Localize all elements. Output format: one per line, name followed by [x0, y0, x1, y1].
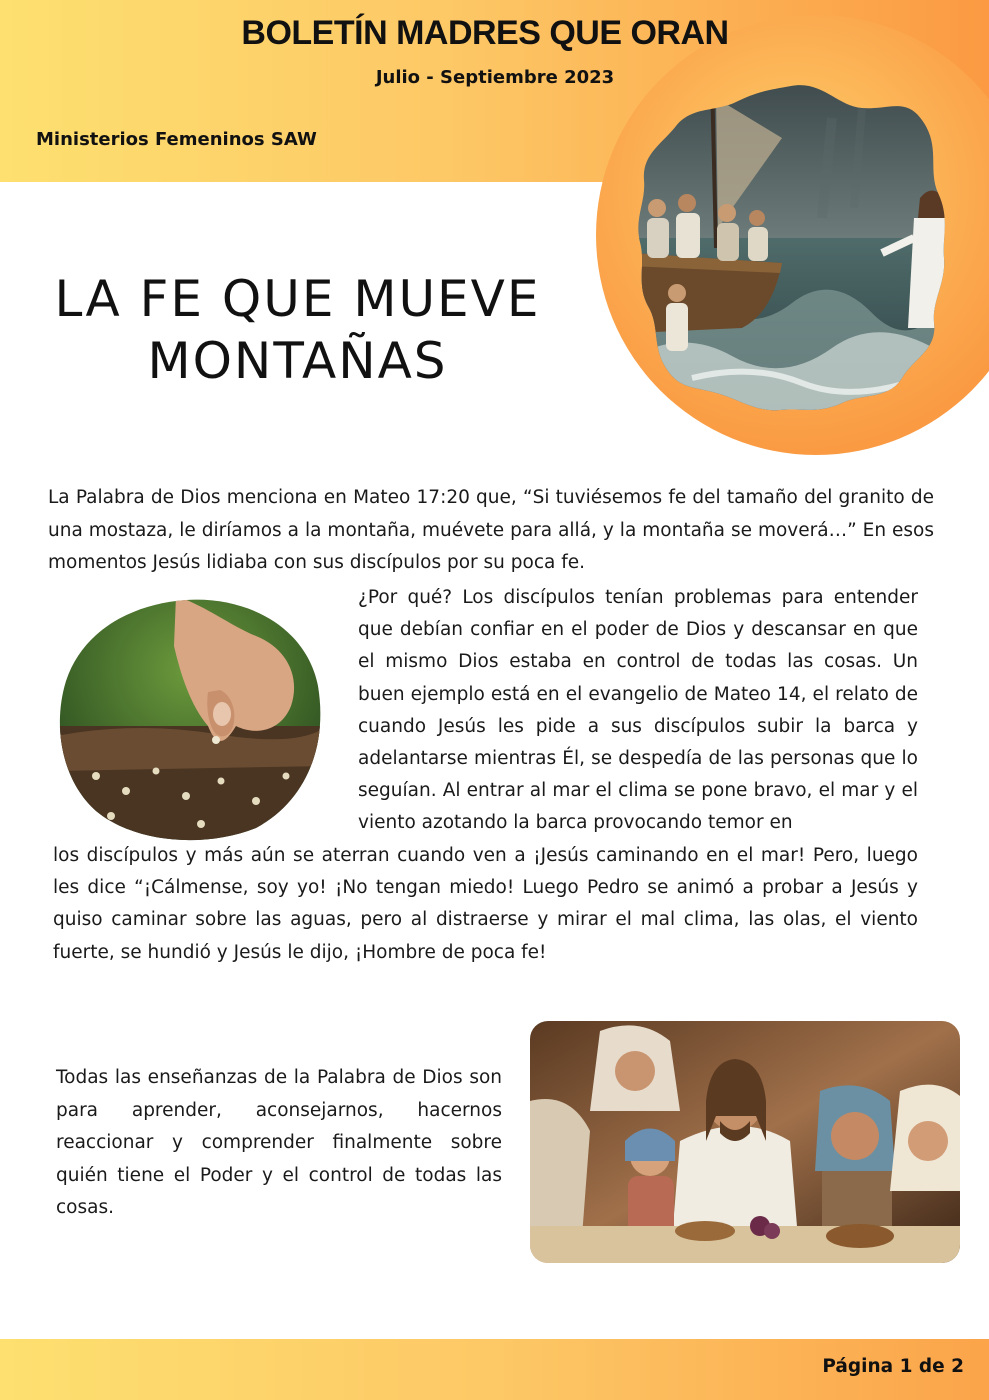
closing-paragraph: Todas las enseñanzas de la Palabra de Dios son para aprender, aconsejarnos, hacernos reaccionar y comprender finalmente sobre quién tiene el Poder y el control de todas las cosas. [56, 1067, 502, 1218]
ministry-name: Ministerios Femeninos SAW [36, 129, 317, 150]
paragraph-why: ¿Por qué? Los discípulos tenían problemas para entender que debían confiar en el poder de Dios y descansar en que el mismo Dios estaba en control de todas las cosas. Un buen ejemplo está en el evangelio de Mateo 14, el relato de cuando Jesús les pide a sus discípulos subir la barca y adelantarse mientras Él, se despedía de las personas que lo seguían. Al entrar al mar el clima se pone bravo, el mar y el viento azotando la barca provocando temor en [358, 587, 918, 834]
newsletter-title: BOLETÍN MADRES QUE ORAN [241, 14, 729, 52]
article-title-line2: MONTAÑAS [147, 332, 448, 390]
hand-planting-seeds-image [56, 596, 324, 844]
newsletter-date: Julio - Septiembre 2023 [375, 67, 615, 88]
article-title [40, 268, 555, 392]
storm-boat-illustration [632, 78, 950, 418]
page-number: Página 1 de 2 [822, 1356, 964, 1377]
jesus-at-table-image [530, 1021, 960, 1263]
intro-paragraph: La Palabra de Dios menciona en Mateo 17:20 que, “Si tuviésemos fe del tamaño del granito de una mostaza, le diríamos a la montaña, muévete para allá, y la montaña se moverá…” En esos momentos Jesús lidiaba con sus discípulos por su poca fe. [48, 487, 934, 573]
article-title-line1: LA FE QUE MUEVE [54, 270, 541, 328]
paragraph-why-continued: los discípulos y más aún se aterran cuando ven a ¡Jesús caminando en el mar! Pero, luego les dice “¡Cálmense, soy yo! ¡No tengan miedo! Luego Pedro se animó a probar a Jesús y quiso caminar sobre las aguas, pero al distraerse y mirar el mal clima, las olas, el viento fuerte, se hundió y Jesús le dijo, ¡Hombre de poca fe! [53, 845, 918, 963]
